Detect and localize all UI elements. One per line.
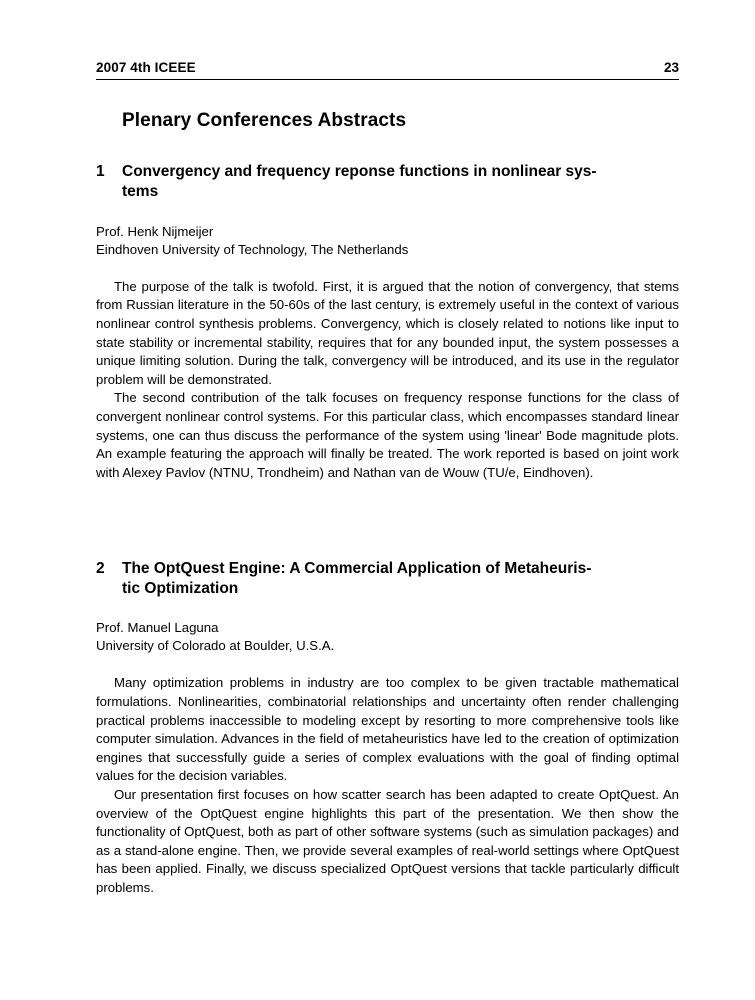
running-head: [96, 60, 679, 80]
section-2-authorblock: [96, 619, 679, 655]
section-1-heading-line1: Convergency and frequency reponse functions in nonlinear sys-: [122, 163, 597, 180]
section-1-heading-line2: tems: [122, 183, 159, 201]
section-1-heading: [96, 162, 679, 203]
page-title: Plenary Conferences Abstracts: [122, 110, 407, 131]
section-1-affiliation: Eindhoven University of Technology, The Netherlands: [96, 241, 409, 257]
section-2-paragraph-1: Many optimization problems in industry are too complex to be given tractable mathematical formulations. Nonlinearities, combinatorial relationships and uncertainty often render challenging practical problems inaccessible to modeling except by resorting to more comprehensive tools like computer simulation. Advances in the field of metaheuristics have led to the creation of optimization engines that successfully guide a series of complex evaluations with the goal of finding optimal values for the decision variables.: [96, 675, 679, 784]
page-number: 23: [663, 60, 679, 75]
section-1-paragraph-1: The purpose of the talk is twofold. First, it is argued that the notion of convergency, that stems from Russian literature in the 50-60s of the last century, is extremely useful in the context of various nonlinear control synthesis problems. Convergency, which is closely related to notions like input to state stability or incremental stability, requires that for any bounded input, the system possesses a unique limiting solution. During the talk, convergency will be introduced, and its use in the regulator problem will be demonstrated.: [96, 278, 679, 387]
section-2-heading-text: [122, 559, 679, 600]
section-2-paragraph-2: Our presentation first focuses on how scatter search has been adapted to create OptQuest. An overview of the OptQuest engine highlights this part of the presentation. We then show the functionality of OptQuest, both as part of other software systems (such as simulation packages) and as a stand-alone engine. Then, we provide several examples of real-world settings where OptQuest has been applied. Finally, we discuss specialized OptQuest versions that tackle particularly difficult problems.: [96, 786, 679, 896]
section-2-affiliation: University of Colorado at Boulder, U.S.A.: [96, 638, 335, 654]
section-1-number: 1: [96, 163, 105, 180]
section-2-heading: [96, 559, 679, 600]
page-content: [96, 60, 679, 898]
section-2-author: Prof. Manuel Laguna: [96, 620, 219, 636]
section-2-number: 2: [96, 559, 105, 577]
section-2-heading-line2: tic Optimization: [122, 579, 239, 597]
section-1-heading-text: [122, 162, 679, 203]
section-2: [96, 559, 679, 898]
section-1: [96, 162, 679, 483]
section-1-author: Prof. Henk Nijmeijer: [96, 223, 214, 239]
section-2-heading-line1: The OptQuest Engine: A Commercial Application of Metaheuris-: [122, 559, 592, 577]
section-1-paragraph-2: The second contribution of the talk focuses on frequency response functions for the class of convergent nonlinear control systems. For this particular class, which encompasses standard linear systems, one can thus discuss the performance of the system using 'linear' Bode magnitude plots. An example featuring the approach will finally be treated. The work reported is based on joint work with Alexey Pavlov (NTNU, Trondheim) and Nathan van de Wouw (TU/e, Eindhoven).: [96, 390, 679, 480]
section-1-authorblock: [96, 223, 679, 259]
section-gap: [96, 483, 679, 529]
running-head-left: 2007 4th ICEEE: [96, 60, 196, 75]
